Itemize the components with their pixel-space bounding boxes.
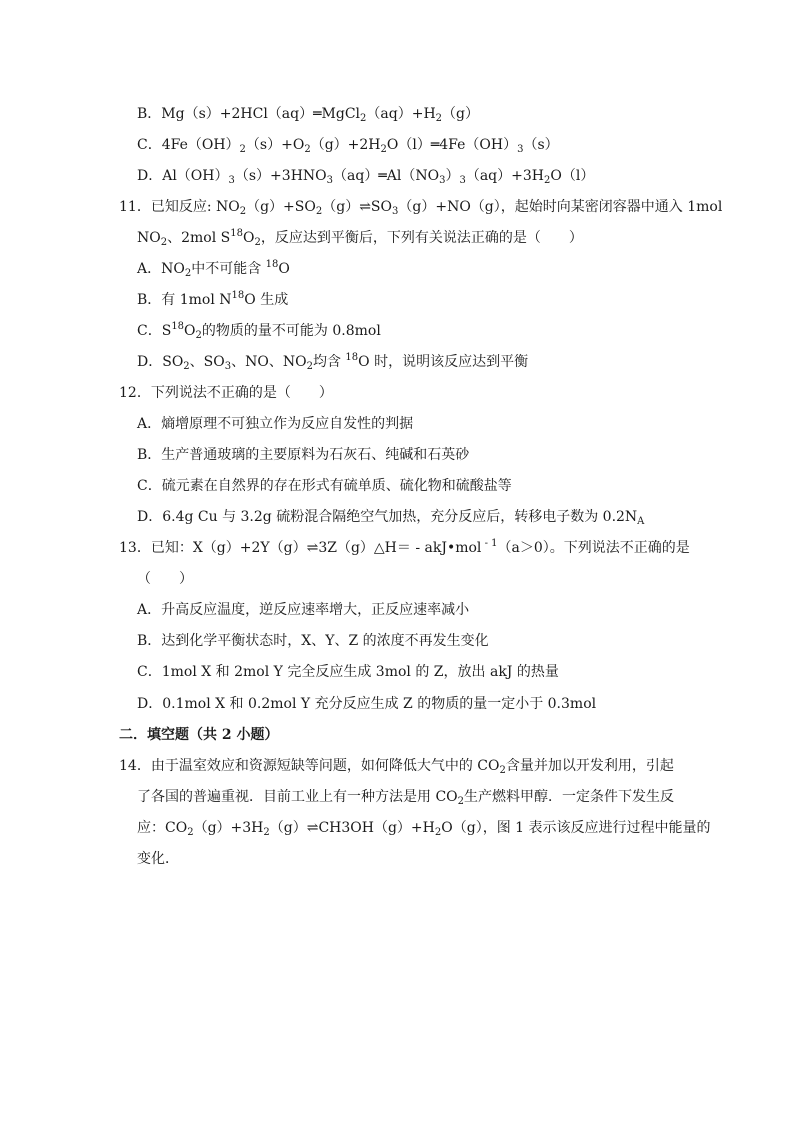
q11-option-b: B．有 1mol $N^{18}O$ 生成 xyxy=(137,290,289,308)
q10-option-d: D．$Al(OH)_3(s)+3HNO_3(aq)═Al(NO_3)_3(aq)+3H_2O(l)$ xyxy=(137,168,595,186)
q13-option-c: C．1mol X 和 2mol Y 完全反应生成 3mol 的 Z，放出 akJ 的热量 xyxy=(137,664,559,680)
q13-option-b: B．达到化学平衡状态时，X、Y、Z 的浓度不再发生变化 xyxy=(137,633,489,649)
section-heading-fill-in: 二．填空题（共 2 小题） xyxy=(119,727,279,743)
q12-stem: 12．下列说法不正确的是（ ） xyxy=(119,385,333,401)
q10-option-c: C．$4Fe(OH)_2(s)+O_2(g)+2H_2O(l)═4Fe(OH)_3(s)$ xyxy=(137,137,559,155)
q14-stem-line4: 变化． xyxy=(137,851,179,867)
q11-stem-line1: 11．已知反应: $NO_2(g)+SO_2(g)\rightleftharpoons SO_3(g)+NO(g)$，起始时向某密闭容器中通入 1mol xyxy=(119,199,723,217)
q12-option-c: C．硫元素在自然界的存在形式有硫单质、硫化物和硫酸盐等 xyxy=(137,478,512,494)
q13-stem-line1: 13．已知：X（g）+2Y（g）⇌3Z（g）△H＝ - akJ•mol $^{- 1}$（a＞0）。下列说法不正确的是 xyxy=(119,538,690,556)
q14-stem-line3: 应：$CO_2(g)+3H_2(g)\rightleftharpoons CH3OH(g)+H_2O(g)$，图 1 表示该反应进行过程中能量的 xyxy=(137,820,711,838)
q12-option-b: B．生产普通玻璃的主要原料为石灰石、纯碱和石英砂 xyxy=(137,447,470,463)
q11-option-d: D．$SO_2$、$SO_3$、NO、$NO_2$均含 $^{18}$O 时，说明该反应达到平衡 xyxy=(137,352,529,372)
q13-stem-line2: （ ） xyxy=(137,571,193,587)
q12-option-d: D．6.4g Cu 与 3.2g 硫粉混合隔绝空气加热，充分反应后，转移电子数为 $0.2N_A$ xyxy=(137,509,645,527)
q13-option-a: A．升高反应温度，逆反应速率增大，正反应速率减小 xyxy=(137,602,470,618)
q14-stem-line1: 14．由于温室效应和资源短缺等问题，如何降低大气中的 $CO_2$含量并加以开发利用，引起 xyxy=(119,758,674,776)
q14-stem-line2: 了各国的普遍重视．目前工业上有一种方法是用 $CO_2$生产燃料甲醇．一定条件下发生反 xyxy=(137,789,675,807)
q10-option-b: B．$Mg(s)+2HCl(aq)═MgCl_2(aq)+H_2(g)$ xyxy=(137,106,479,124)
q12-option-a: A．熵增原理不可独立作为反应自发性的判据 xyxy=(137,416,414,432)
q11-option-a: A．$NO_2$中不可能含 $^{18}$O xyxy=(137,259,290,279)
q13-option-d: D．0.1mol X 和 0.2mol Y 充分反应生成 Z 的物质的量一定小于 0.3mol xyxy=(137,696,597,712)
q11-option-c: C．$S^{18}O_2$的物质的量不可能为 0.8mol xyxy=(137,321,381,341)
q11-stem-line2: $NO_2$、2mol $S^{18}O_2$，反应达到平衡后，下列有关说法正确的是（ ） xyxy=(137,228,583,248)
